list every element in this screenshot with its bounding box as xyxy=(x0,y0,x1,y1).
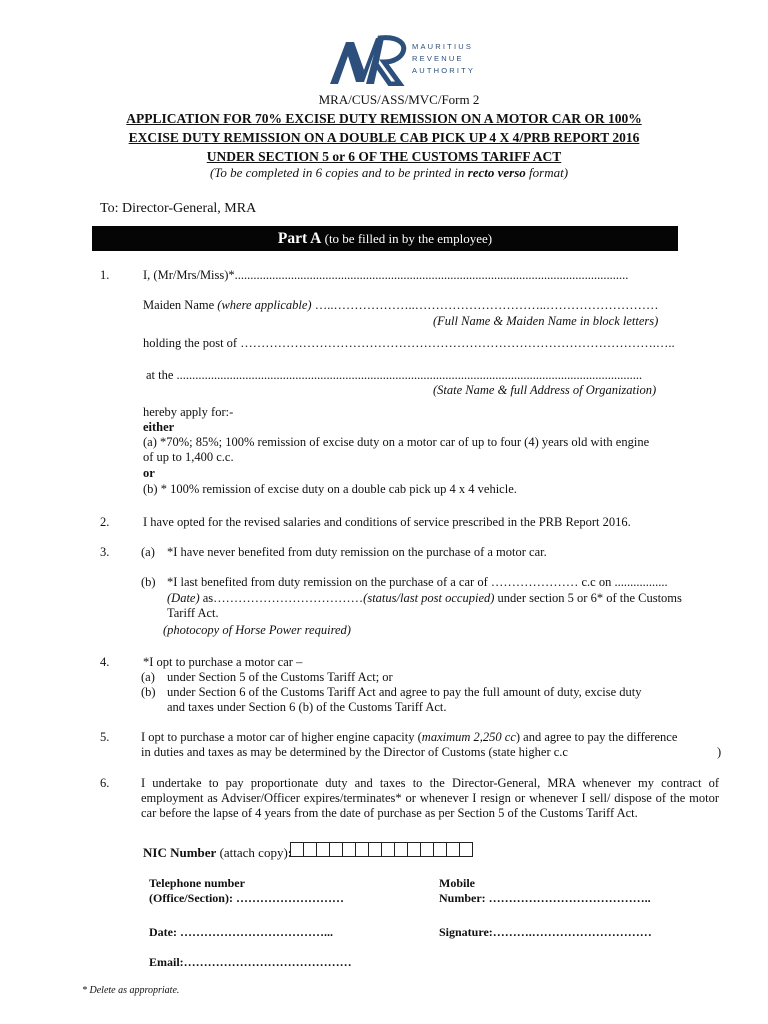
nic-digit-box[interactable] xyxy=(316,842,330,857)
maiden-name-field[interactable] xyxy=(143,298,658,313)
nic-digit-box[interactable] xyxy=(355,842,369,857)
item-3-number: 3. xyxy=(100,545,110,559)
nic-digit-box[interactable] xyxy=(459,842,473,857)
option-a-line-2: of up to 1,400 c.c. xyxy=(143,450,234,464)
section-tail: under section 5 or 6* of the Customs xyxy=(494,591,682,605)
item-4-number: 4. xyxy=(100,655,110,669)
item-5-line-1 xyxy=(141,730,677,745)
date-hint: (Date) xyxy=(167,591,200,605)
apply-for-text: hereby apply for:- xyxy=(143,405,234,419)
maiden-dots: …..………………..…………………………..……………………… xyxy=(311,298,659,312)
status-dots: ……………………………… xyxy=(213,591,364,605)
nic-digit-box[interactable] xyxy=(381,842,395,857)
nic-digit-box[interactable] xyxy=(342,842,356,857)
logo-line-1: MAURITIUS xyxy=(412,42,474,51)
mra-logo xyxy=(328,34,478,86)
item-1-number: 1. xyxy=(100,268,110,282)
applicant-name-field[interactable]: I, (Mr/Mrs/Miss)*.............................................................................................................................. xyxy=(143,268,629,282)
item-5-number: 5. xyxy=(100,730,110,744)
date-field[interactable]: Date: ………………………………... xyxy=(149,925,333,939)
nic-digit-box[interactable] xyxy=(303,842,317,857)
nic-digit-box[interactable] xyxy=(368,842,382,857)
organization-caption: (State Name & full Address of Organization) xyxy=(433,383,657,397)
title-line-3: UNDER SECTION 5 or 6 OF THE CUSTOMS TARIFF ACT xyxy=(206,149,562,164)
item-2-number: 2. xyxy=(100,515,110,529)
email-field[interactable]: Email:…………………………………… xyxy=(149,955,352,969)
copies-note xyxy=(0,165,768,180)
logo-line-3: AUTHORITY xyxy=(412,66,476,75)
nic-digit-box[interactable] xyxy=(446,842,460,857)
item-3b-line-1[interactable]: *I last benefited from duty remission on the purchase of a car of ………………… c.c on ................. xyxy=(167,575,668,589)
maiden-caption: (Full Name & Maiden Name in block letters) xyxy=(433,314,659,328)
title-line-1: APPLICATION FOR 70% EXCISE DUTY REMISSION ON A MOTOR CAR OR 100% xyxy=(126,111,642,126)
nic-digit-box[interactable] xyxy=(420,842,434,857)
mobile-label: Mobile xyxy=(439,876,475,890)
part-a-bar xyxy=(92,226,678,251)
either-label: either xyxy=(143,420,175,434)
item-6-number: 6. xyxy=(100,776,110,790)
footnote: * Delete as appropriate. xyxy=(82,985,180,996)
post-field[interactable] xyxy=(143,336,675,351)
nic-digit-box[interactable] xyxy=(433,842,447,857)
or-label: or xyxy=(143,466,155,480)
item-4b-line-2: and taxes under Section 6 (b) of the Customs Tariff Act. xyxy=(167,700,447,714)
item-4b-line-1: under Section 6 of the Customs Tariff Act and agree to pay the full amount of duty, excise duty xyxy=(167,685,642,699)
status-hint: (status/last post occupied) xyxy=(363,591,495,605)
item-4-text: *I opt to purchase a motor car – xyxy=(143,655,303,669)
signature-field[interactable]: Signature:……….………………………… xyxy=(439,925,652,939)
part-a-label: Part A xyxy=(277,230,322,247)
item-5-close: ) xyxy=(717,745,722,759)
as-text: as xyxy=(199,591,214,605)
item-2-text: I have opted for the revised salaries and conditions of service prescribed in the PRB Report 2016. xyxy=(143,515,631,529)
item-3b-line-2[interactable] xyxy=(167,591,682,606)
part-a-sub: (to be filled in by the employee) xyxy=(321,231,493,246)
photocopy-note: (photocopy of Horse Power required) xyxy=(163,623,351,637)
mra-monogram-icon xyxy=(328,34,410,86)
organization-field[interactable]: at the ..................................................................................................................................................... xyxy=(146,368,643,382)
item-4b-label: (b) xyxy=(141,685,156,699)
item-5-line-2[interactable]: in duties and taxes as may be determined by the Director of Customs (state higher c.c xyxy=(141,745,568,759)
maiden-hint: (where applicable) xyxy=(217,298,312,312)
nic-label-bold: NIC Number xyxy=(143,845,217,860)
item-5-max: maximum 2,250 cc xyxy=(421,730,516,744)
option-a-line-1: (a) *70%; 85%; 100% remission of excise duty on a motor car of up to four (4) years old with engine xyxy=(143,435,650,449)
nic-label xyxy=(143,845,292,860)
post-dots: ……………………………………………………………………………………….….. xyxy=(240,336,675,350)
nic-digit-box[interactable] xyxy=(290,842,304,857)
item-5-pre: I opt to purchase a motor car of higher engine capacity ( xyxy=(141,730,422,744)
telephone-label: Telephone number xyxy=(149,876,245,890)
nic-number-input[interactable] xyxy=(290,840,472,857)
item-3b-label: (b) xyxy=(141,575,156,589)
to-line: To: Director-General, MRA xyxy=(100,201,257,216)
telephone-field[interactable]: (Office/Section): ……………………… xyxy=(149,891,344,905)
nic-hint: (attach copy) xyxy=(216,845,288,860)
note-bold: recto verso xyxy=(467,165,526,180)
note-post: format) xyxy=(525,165,569,180)
option-b: (b) * 100% remission of excise duty on a double cab pick up 4 x 4 vehicle. xyxy=(143,482,517,496)
post-label: holding the post of xyxy=(143,336,241,350)
form-code: MRA/CUS/ASS/MVC/Form 2 xyxy=(318,92,480,107)
item-6-text: I undertake to pay proportionate duty and taxes to the Director-General, MRA whenever my contract of employment as Adviser/Officer expires/terminates* or whenever I resign or whenever I sell/ dispose of the motor car before the lapse of 4 years from the date of purchase as per Section 5 of the Customs Tariff Act. xyxy=(141,776,719,820)
logo-line-2: REVENUE xyxy=(412,54,464,63)
item-5-post: ) and agree to pay the difference xyxy=(515,730,678,744)
nic-digit-box[interactable] xyxy=(329,842,343,857)
item-3a-label: (a) xyxy=(141,545,155,559)
note-pre: (To be completed in 6 copies and to be printed in xyxy=(209,165,468,180)
nic-colon: : xyxy=(287,845,293,860)
item-3a-text: *I have never benefited from duty remission on the purchase of a motor car. xyxy=(167,545,547,559)
maiden-label: Maiden Name xyxy=(143,298,218,312)
item-4a-label: (a) xyxy=(141,670,155,684)
nic-digit-box[interactable] xyxy=(394,842,408,857)
item-4a-text: under Section 5 of the Customs Tariff Act; or xyxy=(167,670,393,684)
mobile-field[interactable]: Number: ………………………………….. xyxy=(439,891,651,905)
item-3b-line-3: Tariff Act. xyxy=(167,606,219,620)
nic-digit-box[interactable] xyxy=(407,842,421,857)
title-line-2: EXCISE DUTY REMISSION ON A DOUBLE CAB PICK UP 4 X 4/PRB REPORT 2016 xyxy=(128,130,640,145)
